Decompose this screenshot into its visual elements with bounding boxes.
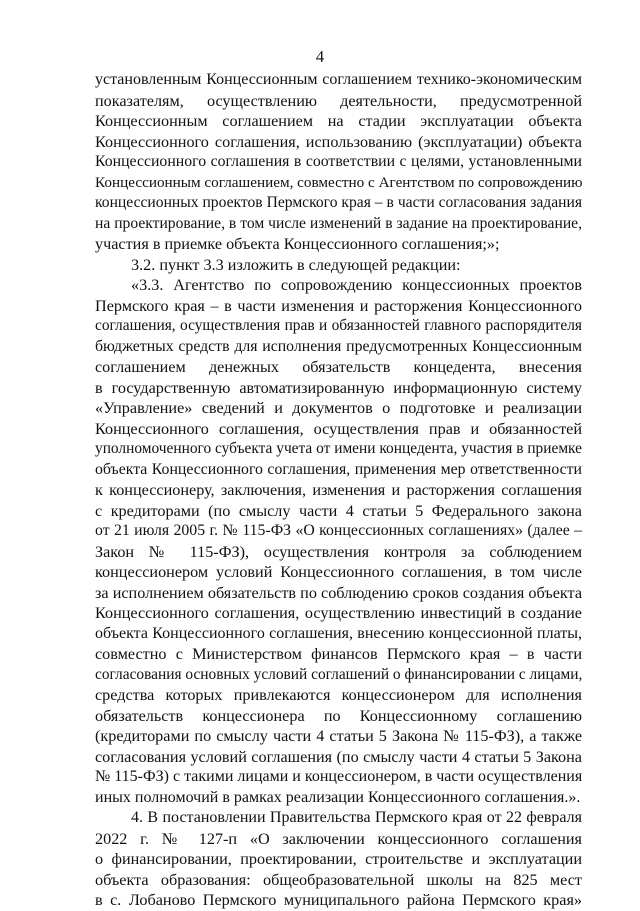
text-line: 4. В постановлении Правительства Пермского края от 22 февраля bbox=[131, 809, 582, 826]
text-line: Концессионного соглашения, осуществления прав и обязанностей bbox=[95, 419, 582, 438]
text-line: Концессионного соглашения в соответствии с целями, установленными bbox=[95, 153, 582, 170]
text-line: обязательств концессионера по Концессионному соглашению bbox=[95, 706, 582, 725]
text-line: средства которых привлекаются концессионером для исполнения bbox=[95, 686, 582, 704]
text-line: объекта Концессионного соглашения, применения мер ответственности bbox=[95, 460, 582, 478]
page-number: 4 bbox=[315, 47, 325, 66]
text-line: объекта образования: общеобразовательной школы на 825 мест bbox=[95, 870, 582, 889]
text-line: Пермского края – в части изменения и расторжения Концессионного bbox=[95, 296, 582, 315]
text-line: показателям, осуществлению деятельности, предусмотренной bbox=[95, 91, 582, 110]
text-line: согласования основных условий соглашений о финансировании с лицами, bbox=[95, 665, 583, 683]
text-line: иных полномочий в рамках реализации Концессионного соглашения.». bbox=[95, 788, 581, 806]
text-line: «Управление» сведений и документов о подготовке и реализации bbox=[95, 399, 582, 417]
text-line: участия в приемке объекта Концессионного соглашения;»; bbox=[95, 235, 500, 253]
text-line: 2022 г. № 127-п «О заключении концессионного соглашения bbox=[95, 829, 582, 848]
text-line: установленным Концессионным соглашением технико-экономическим bbox=[95, 71, 582, 88]
text-line: (кредиторами по смыслу части 4 статьи 5 Закона № 115-ФЗ), а также bbox=[95, 727, 582, 745]
text-line: от 21 июля 2005 г. № 115-ФЗ «О концессионных соглашениях» (далее – bbox=[95, 522, 582, 539]
text-line: Концессионным соглашением на стадии эксплуатации объекта bbox=[95, 112, 582, 130]
text-line: на проектирование, в том числе изменений в задание на проектирование, bbox=[95, 214, 582, 232]
text-line: Концессионного соглашения, использованию (эксплуатации) объекта bbox=[95, 132, 582, 151]
text-line: объекта Концессионного соглашения, внесению концессионной платы, bbox=[95, 624, 582, 642]
text-line: № 115-ФЗ) с такими лицами и концессионером, в части осуществления bbox=[95, 768, 583, 785]
text-line: Закон № 115-ФЗ), осуществления контроля за соблюдением bbox=[95, 542, 582, 561]
text-line: в с. Лобаново Пермского муниципального района Пермского края» bbox=[95, 891, 582, 909]
text-line: Концессионным соглашением, совместно с Агентством по сопровождению bbox=[95, 173, 583, 191]
text-line: 3.2. пункт 3.3 изложить в следующей редакции: bbox=[131, 255, 461, 274]
text-line: с кредиторами (по смыслу части 4 статьи 5 Федерального закона bbox=[95, 501, 582, 520]
text-line: согласования условий соглашения (по смыслу части 4 статьи 5 Закона bbox=[95, 747, 582, 766]
text-line: бюджетных средств для исполнения предусмотренных Концессионным bbox=[95, 337, 582, 355]
text-line: о финансировании, проектировании, строительстве и эксплуатации bbox=[95, 850, 582, 868]
text-line: концессионных проектов Пермского края – в части согласования задания bbox=[95, 194, 582, 211]
text-line: Концессионного соглашения, осуществлению инвестиций в создание bbox=[95, 604, 582, 622]
text-line: в государственную автоматизированную информационную систему bbox=[95, 378, 582, 397]
text-line: к концессионеру, заключения, изменения и расторжения соглашения bbox=[95, 481, 582, 499]
document-body bbox=[95, 70, 582, 911]
text-line: за исполнением обязательств по соблюдению сроков создания объекта bbox=[95, 583, 582, 602]
text-line: уполномоченного субъекта учета от имени концедента, участия в приемке bbox=[95, 440, 582, 457]
text-line: совместно с Министерством финансов Пермского края – в части bbox=[95, 645, 582, 663]
text-line: концессионером условий Концессионного соглашения, в том числе bbox=[95, 563, 582, 581]
text-line: «3.3. Агентство по сопровождению концессионных проектов bbox=[131, 276, 582, 294]
text-line: соглашением денежных обязательств концедента, внесения bbox=[95, 358, 582, 376]
text-line: соглашения, осуществления прав и обязанностей главного распорядителя bbox=[95, 317, 582, 334]
